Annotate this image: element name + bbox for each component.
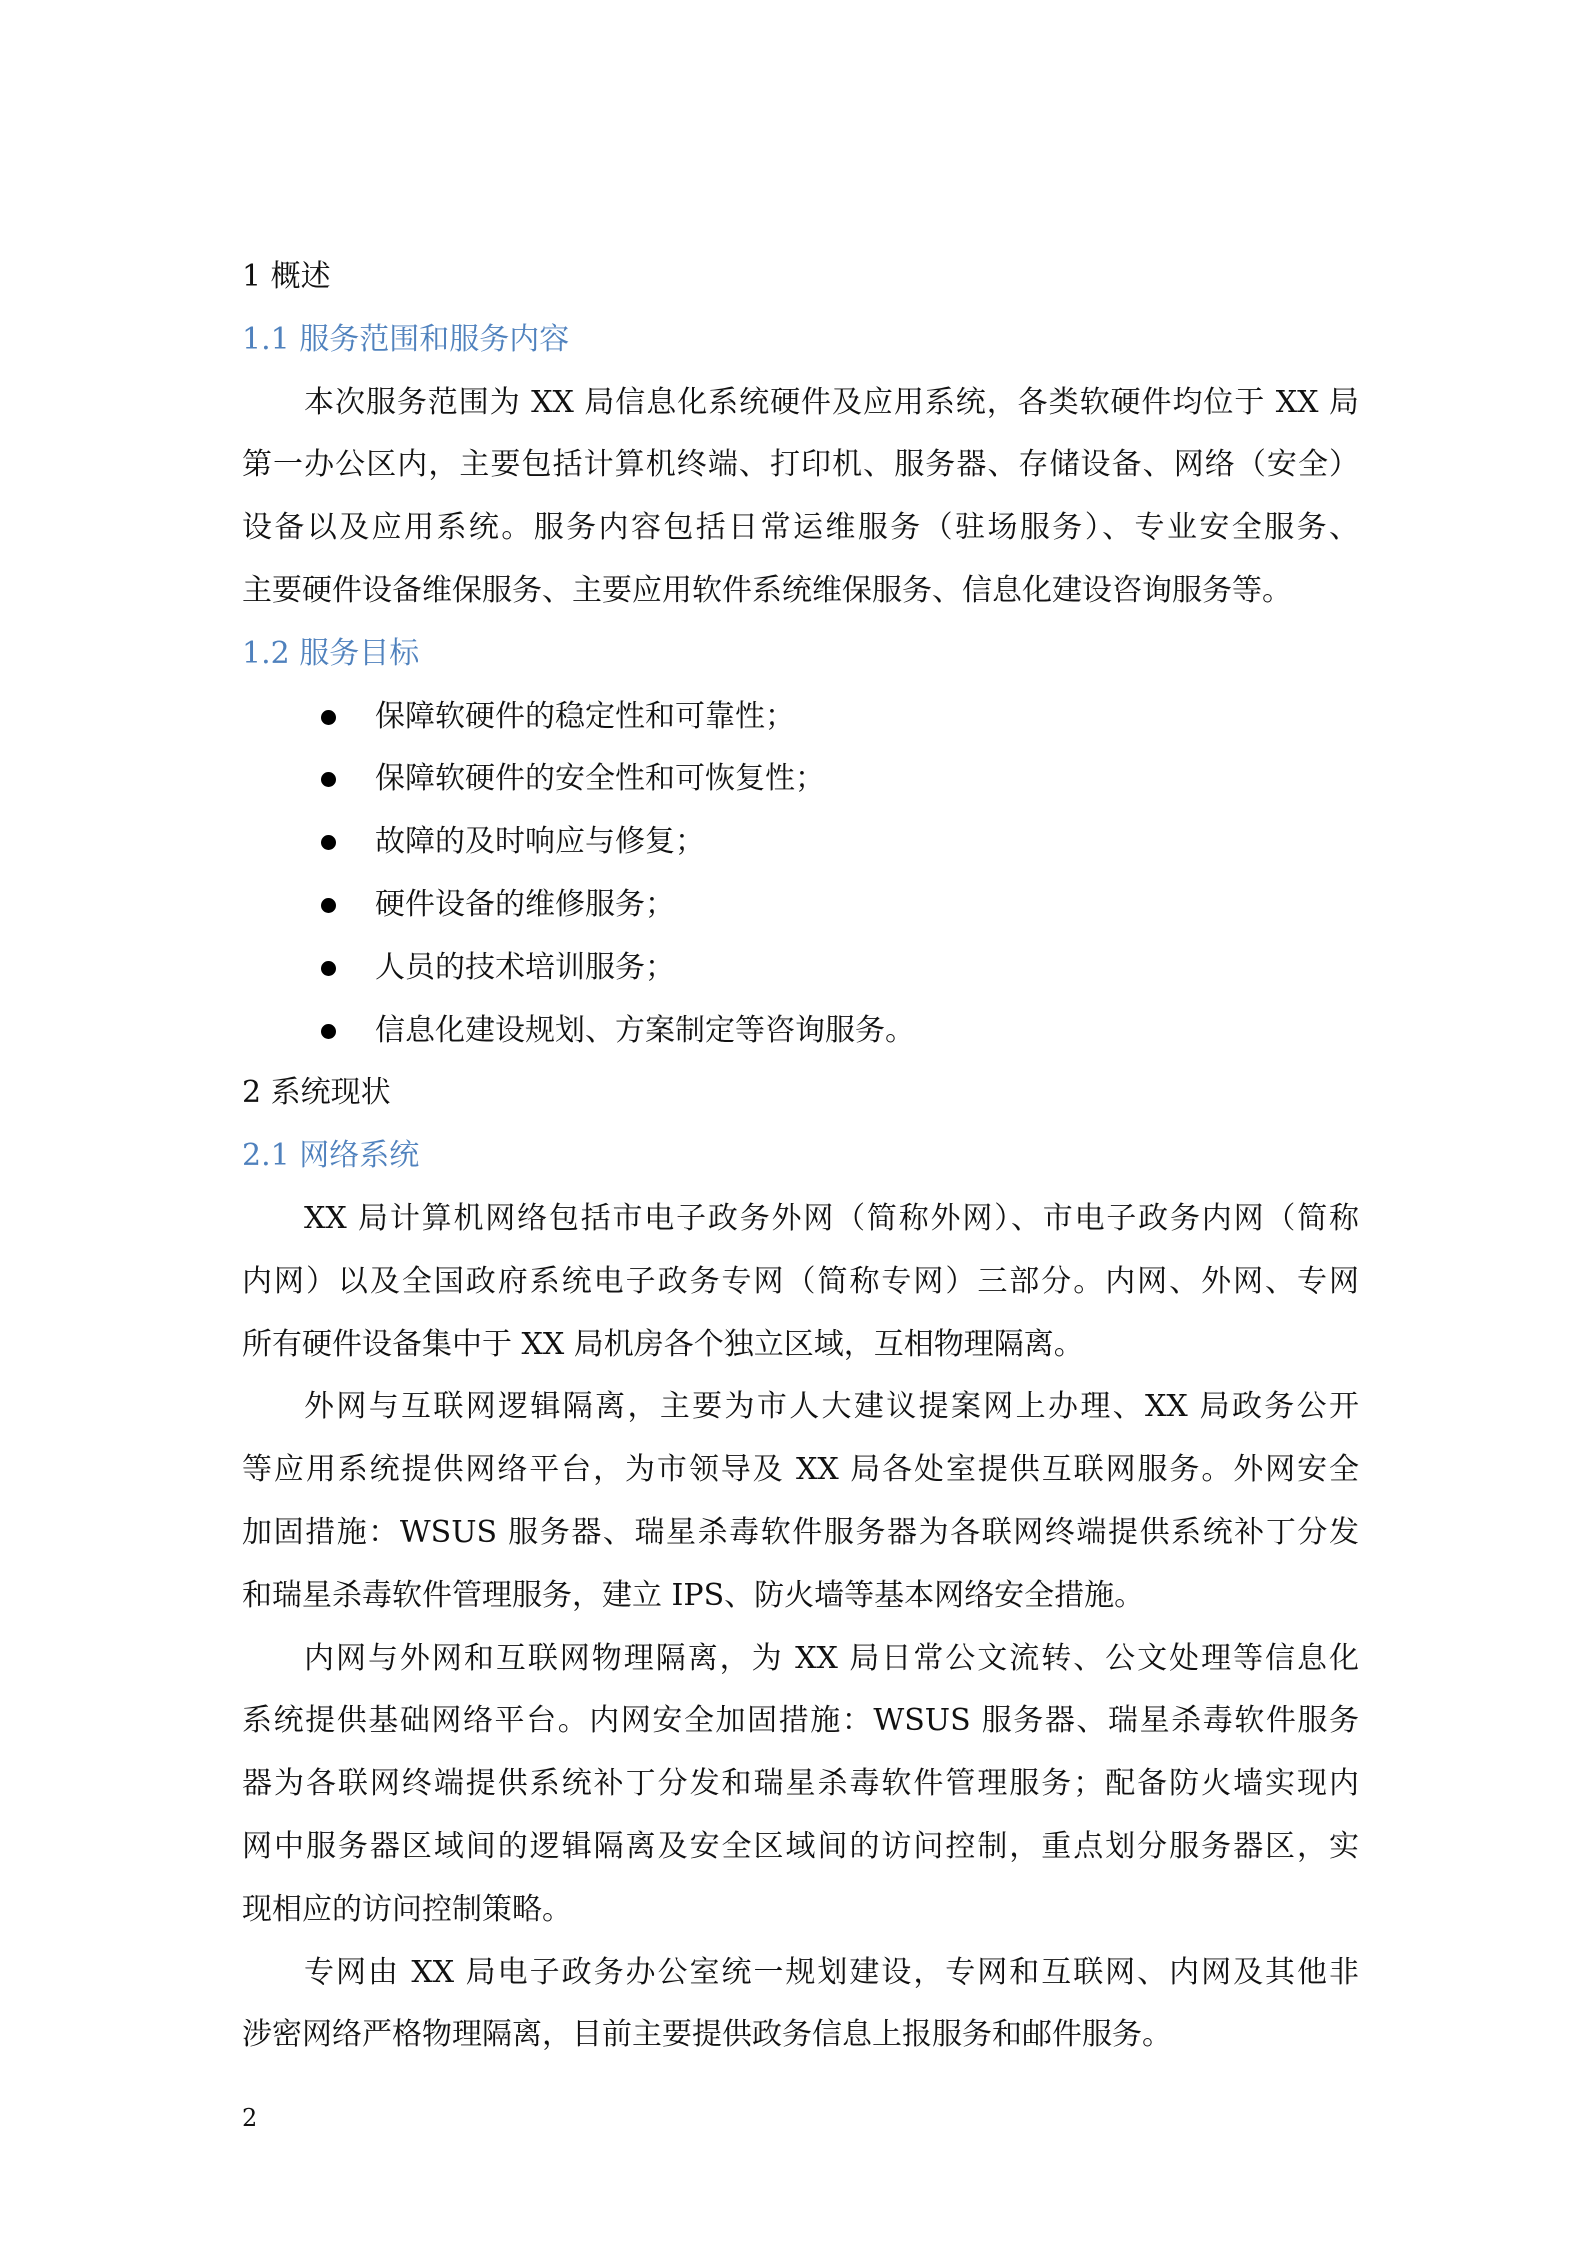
section-heading: 2 系统现状 [242, 1075, 391, 1111]
paragraph-line: 系统提供基础网络平台。内网安全加固措施：WSUS 服务器、瑞星杀毒软件服务 [242, 1703, 1359, 1739]
bullet-item [242, 937, 1359, 1000]
paragraph-line: 加固措施：WSUS 服务器、瑞星杀毒软件服务器为各联网终端提供系统补丁分发 [242, 1514, 1359, 1550]
bullet-text: 故障的及时响应与修复； [375, 824, 705, 860]
bullet-dot-icon [321, 835, 336, 850]
subsection-heading: 2.1 网络系统 [242, 1138, 420, 1174]
bullet-dot-icon [321, 772, 336, 787]
bullet-dot-icon [321, 961, 336, 976]
bullet-dot-icon [321, 1024, 336, 1039]
paragraph-line: 和瑞星杀毒软件管理服务，建立 IPS、防火墙等基本网络安全措施。 [242, 1577, 1145, 1613]
paragraph-line: 现相应的访问控制策略。 [242, 1891, 572, 1927]
paragraph [242, 372, 1359, 623]
bullet-item [242, 874, 1359, 937]
bullet-text: 人员的技术培训服务； [375, 949, 675, 985]
subsection-heading: 1.1 服务范围和服务内容 [242, 321, 570, 357]
document-body [242, 246, 1359, 2067]
bullet-item [242, 1000, 1359, 1063]
paragraph-line: 本次服务范围为 XX 局信息化系统硬件及应用系统，各类软硬件均位于 XX 局 [304, 384, 1359, 420]
paragraph-line: 专网由 XX 局电子政务办公室统一规划建设，专网和互联网、内网及其他非 [304, 1954, 1359, 1990]
paragraph [242, 1942, 1359, 2068]
paragraph [242, 1628, 1359, 1942]
paragraph-line: 内网与外网和互联网物理隔离，为 XX 局日常公文流转、公文处理等信息化 [304, 1640, 1359, 1676]
page-number: 2 [242, 2104, 258, 2132]
paragraph-line: XX 局计算机网络包括市电子政务外网（简称外网）、市电子政务内网（简称 [304, 1200, 1359, 1236]
paragraph [242, 1376, 1359, 1627]
section-heading: 1 概述 [242, 259, 331, 294]
paragraph [242, 1188, 1359, 1376]
bullet-item [242, 748, 1359, 811]
bullet-text: 保障软硬件的安全性和可恢复性； [375, 761, 825, 797]
paragraph-line: 等应用系统提供网络平台，为市领导及 XX 局各处室提供互联网服务。外网安全 [242, 1452, 1359, 1488]
bullet-text: 硬件设备的维修服务； [375, 886, 675, 922]
bullet-item [242, 811, 1359, 874]
bullet-text: 保障软硬件的稳定性和可靠性； [375, 698, 795, 734]
paragraph-line: 所有硬件设备集中于 XX 局机房各个独立区域，互相物理隔离。 [242, 1326, 1084, 1362]
subsection-heading: 1.2 服务目标 [242, 635, 420, 671]
bullet-text: 信息化建设规划、方案制定等咨询服务。 [375, 1012, 915, 1048]
bullet-dot-icon [321, 710, 336, 725]
bullet-item [242, 686, 1359, 749]
paragraph-line: 设备以及应用系统。服务内容包括日常运维服务（驻场服务）、专业安全服务、 [242, 510, 1359, 546]
paragraph-line: 器为各联网终端提供系统补丁分发和瑞星杀毒软件管理服务；配备防火墙实现内 [242, 1766, 1359, 1802]
paragraph-line: 主要硬件设备维保服务、主要应用软件系统维保服务、信息化建设咨询服务等。 [242, 572, 1292, 608]
paragraph-line: 涉密网络严格物理隔离，目前主要提供政务信息上报服务和邮件服务。 [242, 2017, 1172, 2053]
paragraph-line: 第一办公区内，主要包括计算机终端、打印机、服务器、存储设备、网络（安全） [242, 447, 1359, 483]
paragraph-line: 内网）以及全国政府系统电子政务专网（简称专网）三部分。内网、外网、专网 [242, 1263, 1359, 1299]
paragraph-line: 外网与互联网逻辑隔离，主要为市人大建议提案网上办理、XX 局政务公开 [304, 1389, 1359, 1425]
paragraph-line: 网中服务器区域间的逻辑隔离及安全区域间的访问控制，重点划分服务器区，实 [242, 1828, 1359, 1864]
bullet-dot-icon [321, 898, 336, 913]
